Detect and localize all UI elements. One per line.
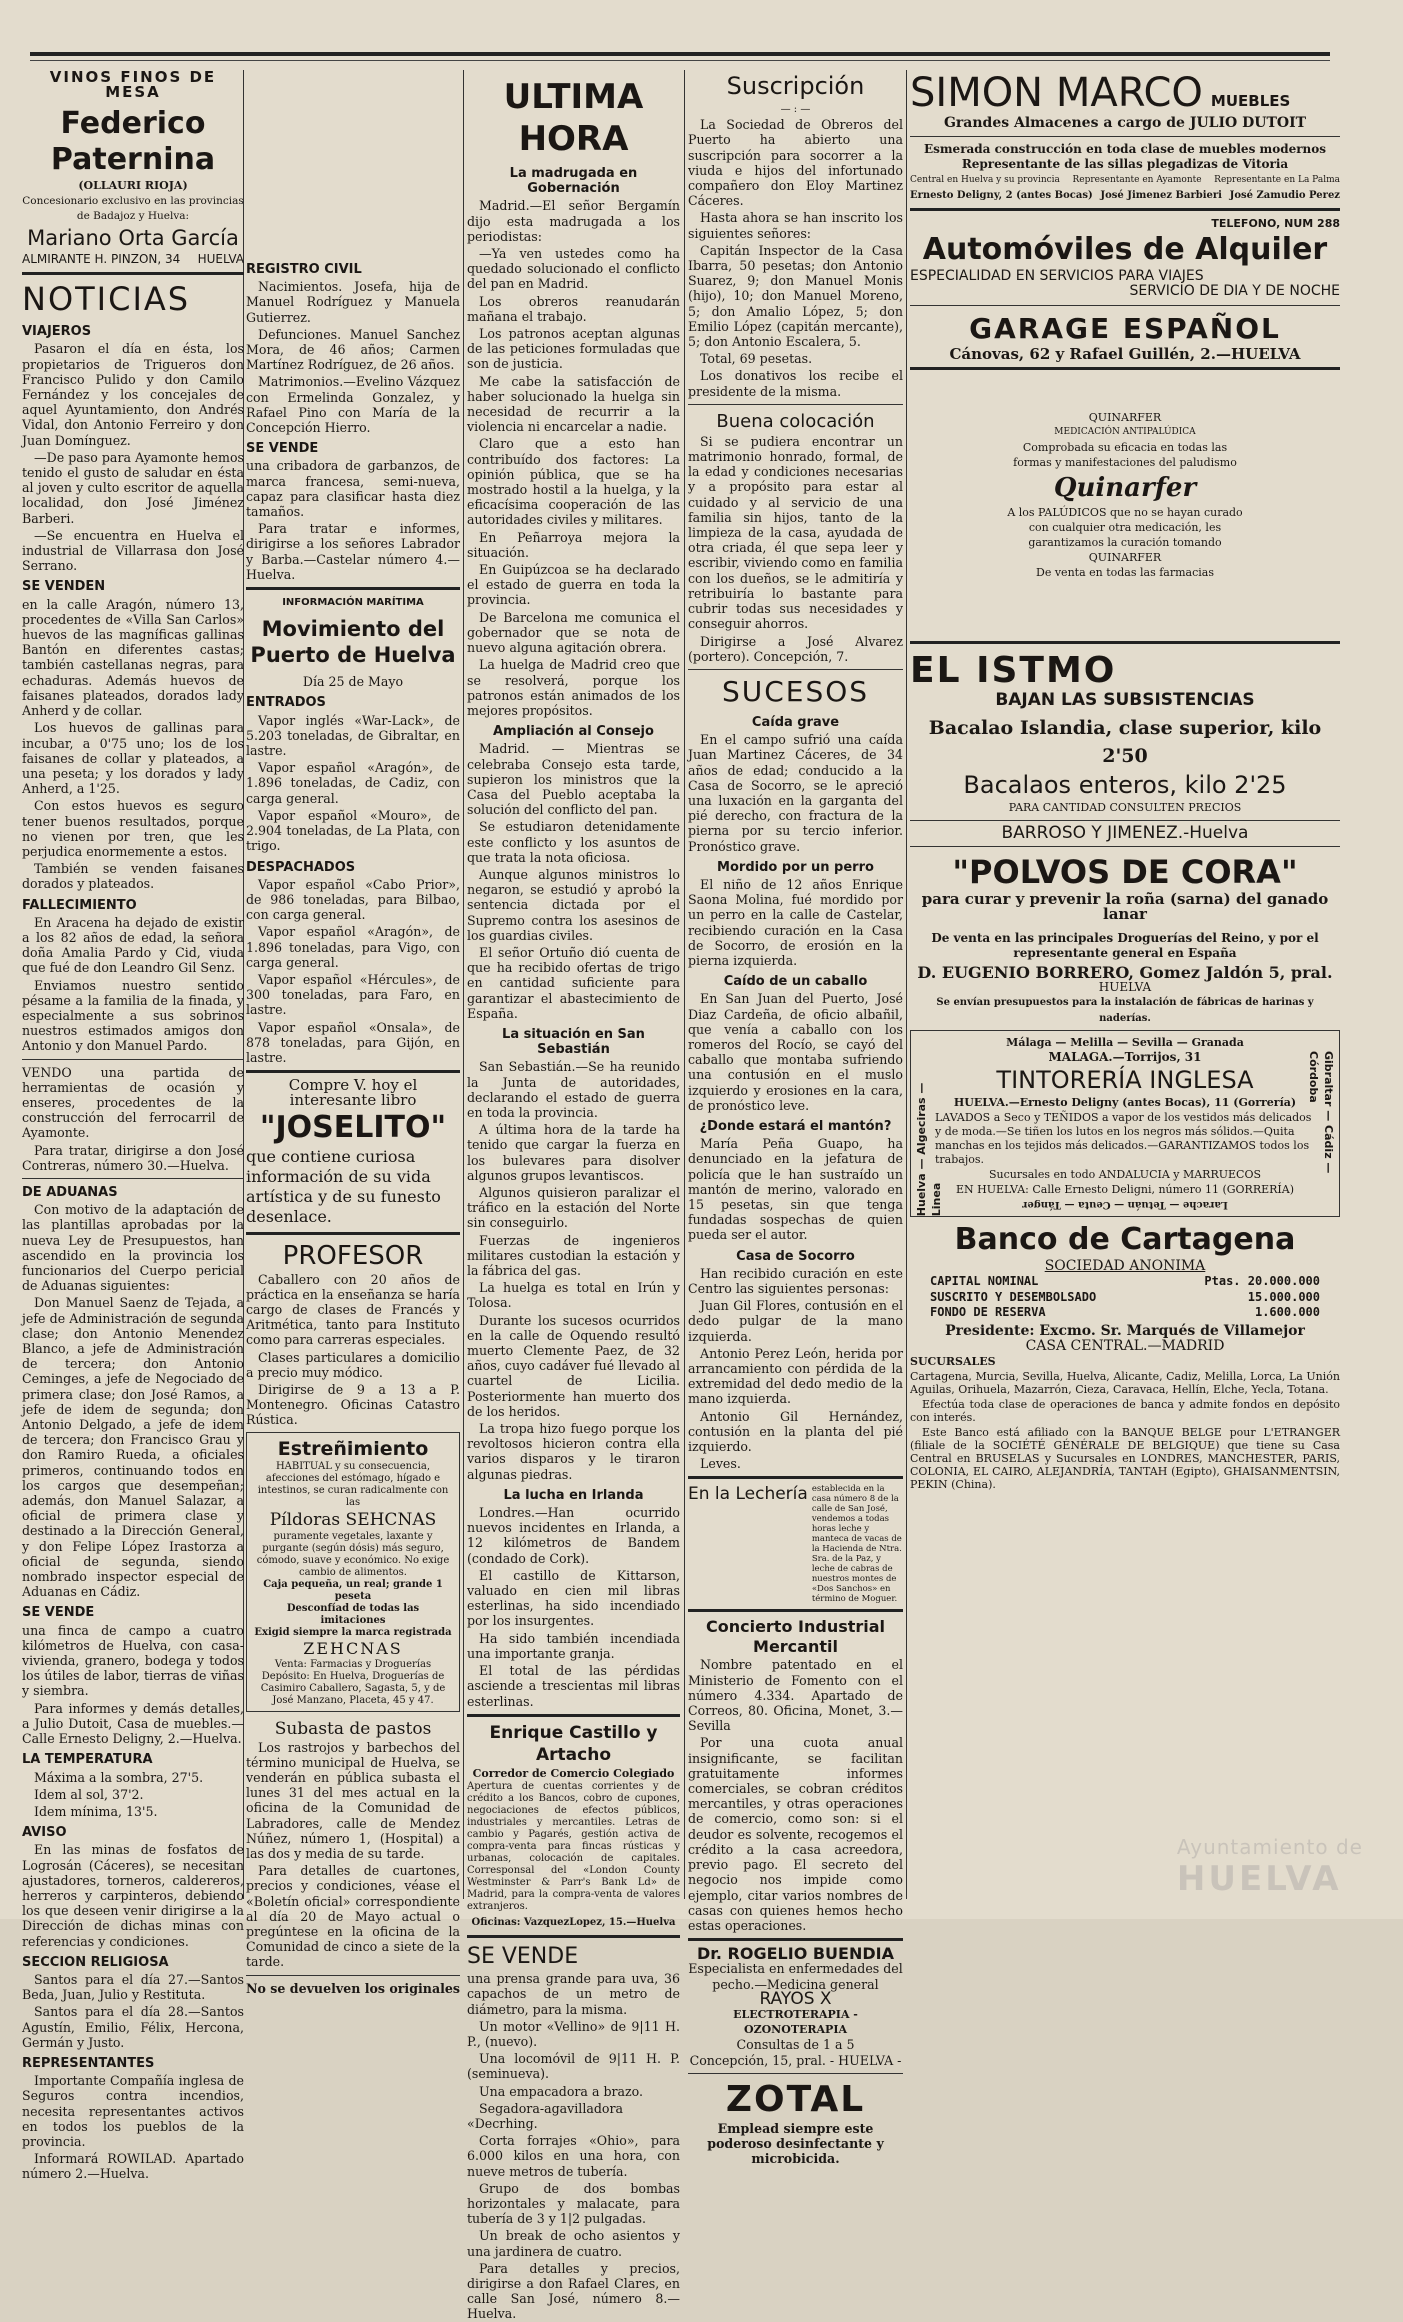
tintoreria-cities: Huelva — Algeciras — Linea [915, 1082, 944, 1217]
paragraph: —De paso para Ayamonte hemos tenido el gusto de saludar en ésta al joven y culto escritor de aquella localidad, don José Jiménez Barberi. [22, 449, 244, 526]
cora-heading: "POLVOS DE CORA" [952, 853, 1298, 892]
vinos-address-row [22, 252, 244, 267]
noticias-heading: NOTICIAS [22, 280, 191, 319]
paragraph: Vapor español «Aragón», de 1.896 toneladas, de Cadiz, con carga general. [246, 760, 460, 806]
quinarfer-text: QUINARFER [1088, 551, 1162, 565]
paragraph: Algunos quisieron paralizar el tráfico en la estación del Norte sin conseguirlo. [467, 1185, 680, 1231]
paragraph: De Barcelona me comunica el gobernador que se nota de nuevo alguna agitación obrera. [467, 609, 680, 656]
ad-text: Exigid siempre la marca registrada [254, 1626, 452, 1638]
paragraph: Con estos huevos es seguro tener buenos resultados, porque no vienen por tren, que les perjudica enormemente a estos. [22, 798, 244, 859]
column-3 [467, 70, 680, 2322]
paragraph: Vapor español «Mouro», de 2.904 toneladas, de La Plata, con trigo. [246, 807, 460, 854]
paragraph: VENDO una partida de herramientas de ocasión y enseres, procedentes de la construcción del ferrocarril de Ayamonte. [22, 1064, 244, 1141]
paragraph: La tropa hizo fuego porque los revoltosos hicieron contra ella varios disparos y le tiraron algunas piedras. [467, 1421, 680, 1482]
paragraph: Nacimientos. Josefa, hija de Manuel Rodríguez y Manuela Gutierrez. [246, 279, 460, 325]
banco-sub: SOCIEDAD ANONIMA [1044, 1258, 1206, 1275]
paragraph: Los huevos de gallinas para incubar, a 0'75 uno; los de los faisanes de collar y plateados, a una peseta; y los dorados y lady Anherd, a 1'25. [22, 720, 244, 797]
paragraph: Fuerzas de ingenieros militares custodian la estación y la fábrica del gas. [467, 1232, 680, 1279]
buendia-text: Especialista en enfermedades del pecho.—Medicina general [688, 1961, 903, 1992]
paragraph: Para tratar e informes, dirigirse a los señores Labrador y Barba.—Castelar número 4.—Huelva. [246, 521, 460, 582]
fecha: Día 25 de Mayo [302, 674, 404, 690]
banco-label: SUSCRITO Y DESEMBOLSADO [930, 1289, 1097, 1304]
paragraph: Por una cuota anual insignificante, se facilitan gratuitamente informes comerciales, se cobran créditos mercantiles, y otras operaciones de comercio, como son: si el deudor es solvente, recogemos el crédito a la casa acreedora, previo pago. El secreto del negocio nos impide como ejemplo, citar varios nombres de casas con quienes hemos hecho estas operaciones. [688, 1735, 903, 1933]
lecheria-heading: En la Lechería [688, 1484, 808, 1505]
paragraph: La huelga de Madrid creo que se resolverá, porque los patronos están animados de los mejores propósitos. [467, 657, 680, 718]
paragraph: Hasta ahora se han inscrito los siguientes señores: [688, 210, 903, 241]
divider [467, 1714, 680, 1717]
banco-value: 15.000.000 [1247, 1289, 1320, 1304]
garage-text: Cánovas, 62 y Rafael Guillén, 2.—HUELVA [949, 344, 1301, 363]
simon-header [910, 70, 1340, 116]
aviso-heading: AVISO [22, 1825, 67, 1841]
paragraph: Vapor español «Onsala», de 878 toneladas, para Gijón, en lastre. [246, 1019, 460, 1065]
ornament: — : — [780, 104, 811, 115]
castillo-sub: Corredor de Comercio Colegiado [472, 1766, 675, 1780]
paragraph: Caballero con 20 años de práctica en la enseñanza se haría cargo de clases de Francés y Aritmética, tanto para Instituto como para carreras especiales. [246, 1271, 460, 1348]
paragraph: Antonio Perez León, herida por arrancamiento con pérdida de la extremidad del dedo medio de la mano izquierda. [688, 1345, 903, 1407]
paragraph: una prensa grande para uva, 36 capachos de un metro de diámetro, para la misma. [467, 1971, 680, 2017]
paragraph: Para detalles y precios, dirigirse a don Rafael Clares, en calle San José, número 8.—Huelva. [467, 2260, 680, 2322]
column-4 [688, 70, 903, 2167]
rayos-x: RAYOS X [759, 1988, 832, 2009]
paragraph: Apertura de cuentas corrientes y de crédito a los Bancos, cobro de cupones, negociaciones de efectos públicos, industriales y mercantiles. Letras de cambio y Pagarés, gestión activa de compra-venta para fincas rústicas y urbanas, colocación de capitales. Corresponsal del «London County Westminster & Parr's Bank Ld» de Madrid, para la compra-venta de valores extranjeros. [467, 1780, 680, 1912]
paragraph: —Se encuentra en Huelva el industrial de Villarrasa don José Serrano. [22, 527, 244, 574]
paragraph: Los patronos aceptan algunas de las peticiones formuladas que son de justicia. [467, 326, 680, 372]
paragraph: También se venden faisanes dorados y plateados. [22, 861, 244, 892]
garage-heading: GARAGE ESPAÑOL [969, 311, 1281, 345]
simon-rep: Central en Huelva y su provincia [910, 174, 1060, 185]
tintoreria-text: Sucursales en todo ANDALUCIA y MARRUECOS [988, 1167, 1262, 1181]
banco-row [910, 1305, 1340, 1320]
paragraph: Vapor inglés «War-Lack», de 5.203 toneladas, de Gibraltar, en lastre. [246, 712, 460, 759]
paragraph: Máxima a la sombra, 27'5. [34, 1769, 204, 1785]
tintoreria-cities: Málaga — Melilla — Sevilla — Granada [1006, 1035, 1244, 1049]
vinos-name: Federico Paternina [50, 106, 216, 178]
sucesos-heading: SUCESOS [721, 674, 870, 708]
paragraph: Clases particulares a domicilio a precio muy módico. [246, 1349, 460, 1380]
divider [246, 1232, 460, 1235]
temperatura-heading: LA TEMPERATURA [22, 1752, 153, 1768]
ad-text: puramente vegetales, laxante y purgante (según dósis) más seguro, cómodo, suave y económico. No exige cambio de alimentos. [256, 1530, 450, 1578]
paragraph: Nombre patentado en el Ministerio de Fomento con el número 4.334. Apartado de Correos, 80. Oficina, Monet, 3.—Sevilla [688, 1657, 903, 1734]
simon-rep: Ernesto Deligny, 2 (antes Bocas) [910, 189, 1093, 201]
paragraph: Londres.—Han ocurrido nuevos incidentes en Irlanda, a 12 kilómetros de Bandem (condado de Cork). [467, 1505, 680, 1566]
paragraph: Grupo de dos bombas horizontales y malacate, para tubería de 3 y 1|2 pulgadas. [467, 2180, 680, 2227]
paragraph: El niño de 12 años Enrique Saona Molina, fué mordido por un perro en la calle de Castelar, recibiendo curación en la Casa de Socorro, de erosión en la pierna izquierda. [688, 876, 903, 968]
lecheria-ad [688, 1484, 903, 1604]
paragraph: Antonio Gil Hernández, contusión en la planta del pié izquierdo. [688, 1408, 903, 1455]
sebastian-heading: La situación en San Sebastián [502, 1026, 645, 1058]
divider [22, 1059, 244, 1060]
paragraph: Vapor español «Cabo Prior», de 986 toneladas, para Bilbao, con carga general. [246, 876, 460, 923]
despachados-heading: DESPACHADOS [246, 859, 356, 875]
paragraph: En Guipúzcoa se ha declarado el estado de guerra en toda la provincia. [467, 562, 680, 608]
watermark-text: Ayuntamiento de [1176, 1835, 1363, 1859]
divider [467, 1935, 680, 1938]
paragraph: Han recibido curación en este Centro las siguientes personas: [688, 1265, 903, 1297]
tintoreria-text: LAVADOS a Seco y TEÑIDOS a vapor de los vestidos más delicados y de moda.—Se tiñen los lutos en los negros más sólidos.—Quita manchas en los tejidos más delicados.—GARANTIZAMOS todos los trabajos. [935, 1110, 1312, 1166]
paragraph: La huelga es total en Irún y Tolosa. [467, 1280, 680, 1311]
tintoreria-cities: Larache — Tetuán — Ceuta — Tánger [1022, 1199, 1228, 1211]
madrugada-heading: La madrugada en Gobernación [509, 166, 638, 197]
banco-text: Presidente: Excmo. Sr. Marqués de Villamejor [945, 1322, 1305, 1339]
divider [688, 1476, 903, 1479]
paragraph: Santos para el día 27.—Santos Beda, Juan, Julio y Restituta. [22, 1971, 244, 2003]
paragraph: Vapor español «Aragón», de 1.896 toneladas, para Vigo, con carga general. [246, 924, 460, 970]
paragraph: Una empacadora a brazo. [479, 2083, 644, 2099]
cora-text: D. EUGENIO BORRERO, Gomez Jaldón 5, pral. [917, 963, 1333, 983]
movimiento-heading: Movimiento del Puerto de Huelva [250, 617, 456, 668]
ad-text: Desconfíad de todas las imitaciones [286, 1602, 420, 1626]
caballo-heading: Caído de un caballo [723, 974, 868, 990]
ad-text: Caja pequeña, un real; grande 1 peseta [263, 1578, 443, 1602]
mordido-heading: Mordido por un perro [717, 859, 874, 875]
banco-text: CASA CENTRAL.—MADRID [1025, 1338, 1225, 1355]
zotal-heading: ZOTAL [725, 2078, 866, 2120]
simon-text: Representante de las sillas plegadizas de Vitoria [961, 157, 1289, 172]
paragraph: En el campo sufrió una caída Juan Martinez Cáceres, de 34 años de edad; conducido a la Casa de Socorro, se le apreció una luxación en la garganta del pié derecho, con fractura de la pierna por su tercio inferior. Pronóstico grave. [688, 732, 903, 854]
consejo-heading: Ampliación al Consejo [493, 724, 654, 740]
divider [246, 1975, 460, 1976]
vinos-place: (OLLAURI RIOJA) [78, 179, 188, 193]
paragraph: Para detalles de cuartones, precios y condiciones, véase el «Boletín oficial» correspondiente al día 20 de Mayo actual o pregúntese en la oficina de la Comunidad de cinco a siete de la tarde. [246, 1863, 460, 1970]
paragraph: Idem al sol, 37'2. [34, 1786, 144, 1802]
istmo-text: PARA CANTIDAD CONSULTEN PRECIOS [1008, 800, 1242, 814]
se-vende-heading: SE VENDE [467, 1944, 579, 1970]
tintoreria-text: EN HUELVA: Calle Ernesto Deligni, número 11 (GORRERÍA) [955, 1182, 1294, 1196]
paragraph: Matrimonios.—Evelino Vázquez con Ermelinda Gonzalez, y Rafael Pino con María de la Concepción Hierro. [246, 374, 460, 436]
paragraph: Dirigirse de 9 a 13 a P. Montenegro. Oficinas Catastro Rústica. [246, 1381, 460, 1428]
paragraph: Total, 69 pesetas. [700, 351, 813, 367]
quinarfer-text: Comprobada su eficacia en todas las formas y manifestaciones del paludismo [1013, 441, 1237, 470]
paragraph: Ha sido también incendiada una importante granja. [467, 1630, 680, 1661]
irlanda-heading: La lucha en Irlanda [503, 1487, 644, 1503]
divider [910, 641, 1340, 644]
simon-rep: José Jimenez Barbieri [1100, 189, 1222, 201]
paragraph: Con motivo de la adaptación de las plantillas aprobadas por la nueva Ley de Presupuestos, han ascendido en la provincia los funcionarios del Cuerpo pericial de Aduanas siguientes: [22, 1202, 244, 1294]
paragraph: Se estudiaron detenidamente este conflicto y los asuntos de que trata la nota oficiosa. [467, 819, 680, 865]
paragraph: Si se pudiera encontrar un matrimonio honrado, formal, de la edad y condiciones necesarias y a propósito para estar al cuidado y al servicio de una familia sin hijos, tanto de la limpieza de la casa, ayudada de otra criada, él que sepa leer y escribir, viviendo como en familia con los dueños, se le admitiría y retribuiría lo bastante para cubrir todas sus necesidades y conseguir ahorros. [688, 433, 903, 632]
divider [246, 587, 460, 590]
paragraph: Los rastrojos y barbechos del término municipal de Huelva, se venderán en pública subasta el lunes 31 del mes actual en la oficina de la Comunidad de Labradores, calle de Mendez Núñez, número 1, (Hospital) a las dos y media de su tarde. [246, 1739, 460, 1861]
paragraph: Me cabe la satisfacción de haber solucionado la huelga sin necesidad de recurrir a la violencia ni encarcelar a nadie. [467, 373, 680, 435]
joselito-text: que contiene curiosa información de su vida artística y de su funesto desenlace. [246, 1146, 441, 1226]
divider [910, 305, 1340, 306]
istmo-text: Bacalaos enteros, kilo 2'25 [963, 770, 1287, 799]
telefono: TELEFONO, NUM 288 [1211, 217, 1340, 231]
paragraph: En San Juan del Puerto, José Diaz Cardeña, de oficio albañil, que venía a caballo con los romeros del Rocío, se cayó del caballo que montaba sufriendo una contusión en el muslo izquierdo y erosiones en la cara, de pronóstico leve. [688, 991, 903, 1113]
cora-text: HUELVA [1098, 980, 1152, 995]
originales-note: No se devuelven los originales [246, 1980, 461, 1996]
archive-watermark [1177, 1835, 1363, 1899]
paragraph: Importante Compañía inglesa de Seguros contra incendios, necesita representantes activos en todos los pueblos de la provincia. [22, 2073, 244, 2149]
muebles-label: MUEBLES [1210, 92, 1291, 110]
divider [910, 208, 1340, 211]
paragraph: Oficinas: VazquezLopez, 15.—Huelva [471, 1916, 676, 1928]
simon-rep: Representante en La Palma [1214, 174, 1340, 185]
paragraph: El señor Ortuño dió cuenta de que ha recibido ofertas de trigo en cantidad suficiente para garantizar el abastecimiento de España. [467, 944, 680, 1021]
paragraph: A última hora de la tarde ha tenido que cargar la fuerza en los bulevares para disolver algunos grupos levantiscos. [467, 1122, 680, 1183]
registro-heading: REGISTRO CIVIL [246, 262, 362, 277]
divider [688, 669, 903, 670]
se-venden-heading: SE VENDEN [22, 579, 106, 595]
paragraph: En Aracena ha dejado de existir a los 82 años de edad, la señora doña Amalia Pardo y Cid, viuda que fué de don Leandro Gil Senz. [22, 914, 244, 976]
column-rule [463, 70, 464, 1899]
vinos-agent: Mariano Orta García [27, 226, 239, 251]
paragraph: Los donativos los recibe el presidente de la misma. [688, 368, 903, 399]
istmo-text: BAJAN LAS SUBSISTENCIAS [995, 689, 1255, 710]
paragraph: Claro que a esto han contribuído dos factores: La opinión pública, que se ha mostrado hostil a la huelga, y la eficacísima cooperación de las autoridades civiles y militares. [467, 436, 680, 528]
manton-heading: ¿Donde estará el mantón? [699, 1118, 892, 1134]
divider [688, 1609, 903, 1612]
divider [910, 846, 1340, 847]
banco-row [910, 1274, 1340, 1289]
vinos-city: HUELVA [197, 252, 244, 267]
estrenimiento-heading: Estreñimiento [277, 1437, 429, 1460]
divider [22, 1178, 244, 1179]
profesor-heading: PROFESOR [282, 1240, 424, 1271]
buendia-text: Consultas de 1 a 5 [736, 2037, 855, 2053]
aduanas-heading: DE ADUANAS [22, 1184, 118, 1200]
se-vende-heading: SE VENDE [246, 441, 319, 457]
column-5 [910, 70, 1340, 1889]
cora-text: Se envían presupuestos para la instalación de fábricas de harinas y naderías. [936, 997, 1314, 1024]
ad-text: Venta: Farmacias y Droguerías [274, 1658, 432, 1670]
buendia-heading: Dr. ROGELIO BUENDIA [697, 1944, 894, 1964]
paragraph: Defunciones. Manuel Sanchez Mora, de 46 años; Carmen Martínez Rodríguez, de 26 años. [246, 326, 460, 373]
joselito-title: "JOSELITO" [259, 1109, 447, 1145]
zotal-text: Emplead siempre este poderoso desinfectante y microbicida. [707, 2120, 884, 2167]
simon-heading: SIMON MARCO [910, 70, 1203, 116]
tintoreria-text: HUELVA.—Ernesto Deligny (antes Bocas), 11 (Gorrería) [953, 1096, 1297, 1110]
concierto-heading: Concierto Industrial Mercantil [705, 1617, 886, 1657]
paragraph: Para informes y demás detalles, a Julio Dutoit, Casa de muebles.—Calle Ernesto Deligny, 2.—Huelva. [22, 1700, 244, 1747]
quinarfer-text: De venta en todas las farmacias [1036, 566, 1214, 580]
vinos-address: ALMIRANTE H. PINZON, 34 [22, 252, 181, 267]
divider [688, 1938, 903, 1941]
paragraph: Dirigirse a José Alvarez (portero). Concepción, 7. [688, 633, 903, 664]
paragraph: Una locomóvil de 9|11 H. P. (seminueva). [467, 2051, 680, 2082]
quinarfer-text: MEDICACIÓN ANTIPALÚDICA [1054, 427, 1196, 438]
buendia-text: Concepción, 15, pral. - HUELVA - [689, 2052, 902, 2068]
paragraph: Leves. [700, 1456, 741, 1472]
tintoreria-cities: Gibraltar — Cádiz — Córdoba [1306, 1050, 1335, 1174]
column-rule [684, 70, 685, 1899]
tintoreria-text: MALAGA.—Torrijos, 31 [1048, 1050, 1202, 1065]
paragraph: en la calle Aragón, número 13, procedentes de «Villa San Carlos» huevos de las magníficas gallinas Bantón en diferentes castas; también castellanas negras, para echaduras. Además huevos de faisanes plateados, dorados lady Anherd y de collar. [22, 596, 244, 719]
divider [688, 404, 903, 405]
auto-text: ESPECIALIDAD EN SERVICIOS PARA VIAJES [910, 268, 1204, 285]
paragraph: una cribadora de garbanzos, de marca francesa, semi-nueva, capaz para clasificar hasta diez tamaños. [246, 458, 460, 520]
paragraph: Madrid. — Mientras se celebraba Consejo esta tarde, supieron los ministros que la Casa del Pueblo aceptaba la solución del conflicto del pan. [467, 741, 680, 818]
divider [22, 272, 244, 275]
paragraph: Don Manuel Saenz de Tejada, a jefe de Administración de segunda clase; don Antonio Menendez Blanco, a jefe de Administración de tercera; don Antonio Ceminges, a jefe de Negociado de primera clase; don José Ramos, a jefe de idem de segunda; don Antonio Delgado, a jefe de idem de tercera; don Francisco Grau y don Ramiro Rueda, a oficiales primeros, continuando todos en los cargos que desempeñan; además, don Manuel Salazar, a oficial de primera clase y destinado a la Dirección General, y don Felipe López Irastorza a oficial de segunda, siendo nombrado inspector especial de Aduanas en Cádiz. [22, 1295, 244, 1600]
paragraph: Cartagena, Murcia, Sevilla, Huelva, Alicante, Cadiz, Melilla, Lorca, La Unión Aguilas, Orihuela, Mazarrón, Cieza, Caravaca, Hellín, Elche, Yecla, Totana. [910, 1369, 1340, 1396]
paragraph: Los obreros reanudarán mañana el trabajo. [467, 293, 680, 324]
paragraph: Santos para el día 28.—Santos Agustín, Emilio, Félix, Hercona, Germán y Justo. [22, 2004, 244, 2050]
paragraph: Segadora-agavilladora «Decrhing. [467, 2100, 624, 2131]
banco-label: CAPITAL NOMINAL [930, 1274, 1039, 1289]
joselito-intro: Compre V. hoy el interesante libro [288, 1076, 418, 1110]
paragraph: María Peña Guapo, ha denunciado en la jefatura de policía que le han sustraído un mantón de merino, valorado en 15 pesetas, sin que tenga fundadas sospechas de quien pueda ser el autor. [688, 1136, 903, 1243]
paragraph: Capitán Inspector de la Casa Ibarra, 50 pesetas; don Antonio Suarez, 9; don Manuel Monis (hijo), 10; don Manuel Moreno, 5; don Amalio López, 5; don Emilio López (capitán mercante), 5; don Antonio Escalera, 5. [688, 242, 903, 350]
paragraph: Pasaron el día en ésta, los propietarios de Trigueros don Francisco Pulido y don Camilo Fernández y los concejales de aquel Ayuntamiento, don Andrés Vidal, don Antonio Ferreiro y don Juan Domínguez. [22, 341, 244, 448]
divider [910, 136, 1340, 137]
paragraph: El castillo de Kittarson, valuado en cien mil libras esterlinas, ha sido incendiado por los insurgentes. [467, 1567, 680, 1629]
simon-text: Esmerada construcción en toda clase de muebles modernos [923, 142, 1327, 157]
paragraph: La Sociedad de Obreros del Puerto ha abierto una suscripción para socorrer a la viuda e hijos del infortunado compañero don Eloy Martinez Cáceres. [688, 117, 903, 209]
paragraph: Efectúa toda clase de operaciones de banca y admite fondos en depósito con interés. [910, 1397, 1340, 1424]
divider [246, 1070, 460, 1073]
paragraph: Informará ROWILAD. Apartado número 2.—Huelva. [22, 2151, 244, 2182]
caida-heading: Caída grave [751, 714, 840, 730]
auto-heading: Automóviles de Alquiler [922, 232, 1328, 268]
paragraph: Madrid.—El señor Bergamín dijo esta madrugada a los periodistas: [467, 198, 680, 244]
entrados-heading: ENTRADOS [246, 695, 326, 711]
vinos-concession: Concesionario exclusivo en las provincias de Badajoz y Huelva: [22, 194, 244, 222]
paragraph: Un break de ocho asientos y una jardinera de cuatro. [467, 2228, 680, 2259]
buendia-text: ELECTROTERAPIA - OZONOTERAPIA [733, 2007, 858, 2037]
socorro-heading: Casa de Socorro [736, 1248, 855, 1264]
colocacion-heading: Buena colocación [716, 410, 875, 432]
fallecimiento-heading: FALLECIMIENTO [22, 897, 137, 913]
ad-text: Depósito: En Huelva, Droguerías de Casimiro Caballero, Sagasta, 5, y de José Manzano, Placeta, 45 y 47. [260, 1670, 446, 1706]
estrenimiento-ad [246, 1432, 460, 1712]
tintoreria-ad [910, 1030, 1340, 1217]
banco-heading: Banco de Cartagena [954, 1222, 1296, 1258]
quinarfer-label: QUINARFER [1088, 410, 1162, 424]
istmo-text: Bacalao Islandia, clase superior, kilo 2'50 [928, 716, 1322, 767]
paragraph: San Sebastián.—Se ha reunido la Junta de autoridades, declarando el estado de guerra en toda la provincia. [467, 1059, 680, 1120]
cora-text: para curar y prevenir la roña (sarna) del ganado lanar [921, 890, 1329, 924]
pildoras-heading: Píldoras SEHCNAS [269, 1509, 437, 1530]
istmo-text: BARROSO Y JIMENEZ.-Huelva [1001, 823, 1249, 844]
banco-label: FONDO DE RESERVA [930, 1304, 1046, 1319]
paragraph: Este Banco está afiliado con la BANQUE BELGE pour L'ETRANGER (filiale de la SOCIÉTÉ GÉNÉRALE DE BELGIQUE) que tiene su Casa Central en BRUSELAS y Sucursales en LONDRES, MANCHESTER, PARIS, COLONIA, EL CAIRO, ALEJANDRÍA, TANTAH (Egipto), GHAISANMENTSIN, PEKIN (China). [910, 1425, 1340, 1491]
paragraph: Aunque algunos ministros lo negaron, se estudió y aprobó la sentencia dictada por el Supremo contra los asesinos de los guardias civiles. [467, 866, 680, 943]
vinos-title: VINOS FINOS DE MESA [49, 68, 217, 102]
subasta-heading: Subasta de pastos [274, 1718, 432, 1739]
ultima-hora-heading: ULTIMA HORA [503, 77, 644, 159]
paragraph: El total de las pérdidas asciende a trescientas mil libras esterlinas. [467, 1663, 680, 1709]
banco-row [910, 1290, 1340, 1305]
paragraph: Un motor «Vellino» de 9|11 H. P., (nuevo). [467, 2018, 680, 2049]
suscripcion-heading: Suscripción [726, 72, 865, 100]
paragraph: Vapor español «Hércules», de 300 toneladas, para Faro, en lastre. [246, 971, 460, 1018]
tintoreria-heading: TINTORERÍA INGLESA [996, 1066, 1254, 1095]
paragraph: Enviamos nuestro sentido pésame a la familia de la finada, y especialmente a sus sobrinos nuestros estimados amigos don Antonio y don Manuel Pardo. [22, 977, 244, 1054]
banco-value: Ptas. 20.000.000 [1204, 1274, 1320, 1289]
paragraph: Durante los sucesos ocurridos en la calle de Oquendo resultó muerto Clemente Paez, de 32 años, cuyo cadáver fué llevado al cuartel de Licilia. Posteriormente han muerto dos de los heridos. [467, 1312, 680, 1419]
column-1 [22, 68, 244, 2182]
ad-text: HABITUAL y su consecuencia, afecciones del estómago, hígado e intestinos, se curan radicalmente con las [257, 1460, 449, 1508]
divider [910, 367, 1340, 370]
top-rule [30, 52, 1330, 56]
simon-reps [910, 173, 1340, 188]
quinarfer-logo: Quinarfer [1053, 472, 1197, 503]
religiosa-heading: SECCION RELIGIOSA [22, 1954, 169, 1970]
simon-reps [910, 188, 1340, 203]
cora-text: De venta en las principales Droguerías del Reino, y por el representante general en España [931, 930, 1319, 960]
paragraph: Juan Gil Flores, contusión en el dedo pulgar de la mano izquierda. [688, 1298, 903, 1344]
divider [910, 820, 1340, 821]
auto-text: SERVICIO DE DIA Y DE NOCHE [1129, 283, 1340, 300]
zehcnas-brand: ZEHCNAS [303, 1638, 403, 1658]
paragraph: En Peñarroya mejora la situación. [467, 529, 680, 560]
istmo-heading: EL ISTMO [910, 649, 1117, 691]
watermark-text: HUELVA [1176, 1859, 1342, 1899]
paragraph: Idem mínima, 13'5. [34, 1803, 158, 1819]
representantes-heading: REPRESENTANTES [22, 2055, 155, 2071]
simon-rep: José Zamudio Perez [1229, 189, 1340, 201]
simon-rep: Representante en Ayamonte [1072, 174, 1202, 185]
paragraph: Para tratar, dirigirse a don José Contreras, número 30.—Huelva. [22, 1142, 244, 1173]
lecheria-text: establecida en la casa número 8 de la calle de San José, vendemos a todas horas leche y manteca de vacas de la Hacienda de Ntra. Sra. de la Paz, y leche de cabras de nuestros montes de «Dos Sanchos» en término de Moguer. [811, 1484, 902, 1605]
paragraph: una finca de campo a cuatro kilómetros de Huelva, con casa-vivienda, granero, bodega y todos los útiles de labor, tierras de viñas y siembra. [22, 1622, 244, 1699]
banco-suc-heading: SUCURSALES [910, 1355, 996, 1369]
column-2 [246, 262, 461, 1996]
column-rule [906, 70, 907, 1899]
top-rule-thin [30, 60, 1330, 61]
se-vende-heading: SE VENDE [22, 1605, 95, 1621]
paragraph: En las minas de fosfatos de Logrosán (Cáceres), se necesitan ajustadores, torneros, caldereros, herreros y carpinteros, debiendo los que deseen venir dirigirse a la Dirección de dichas minas con referencias y condiciones. [22, 1842, 244, 1949]
quinarfer-text: A los PALÚDICOS que no se hayan curado con cualquier otra medicación, les garantizamos la curación tomando [1007, 505, 1243, 550]
maritima-label: INFORMACIÓN MARÍTIMA [282, 597, 424, 609]
banco-value: 1.600.000 [1254, 1304, 1320, 1319]
simon-text: Grandes Almacenes a cargo de JULIO DUTOIT [943, 115, 1307, 131]
castillo-heading: Enrique Castillo y Artacho [489, 1722, 658, 1765]
divider [688, 2073, 903, 2074]
viajeros-heading: VIAJEROS [22, 324, 92, 340]
paragraph: —Ya ven ustedes como ha quedado solucionado el conflicto del pan en Madrid. [467, 246, 680, 292]
paragraph: Corta forrajes «Ohio», para 6.000 kilos en una hora, con nueve metros de tubería. [467, 2133, 680, 2179]
